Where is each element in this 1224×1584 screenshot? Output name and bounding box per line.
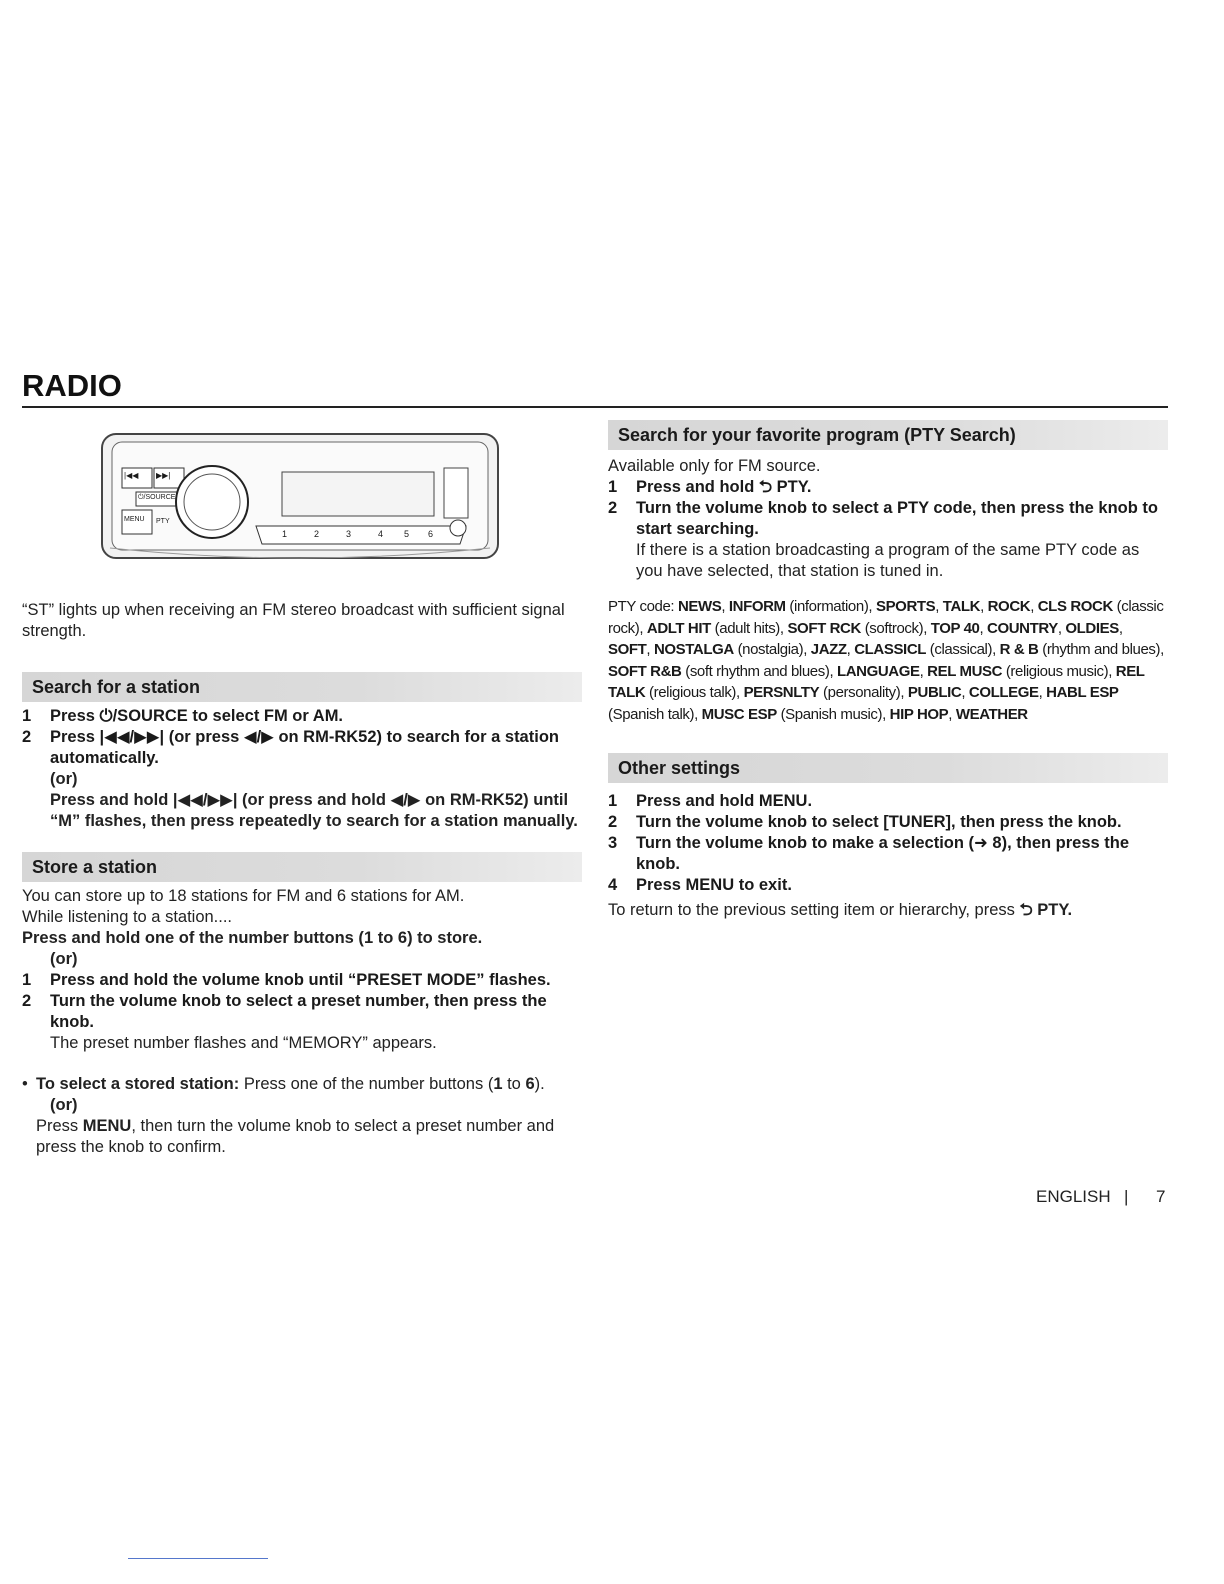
pty-code-item: CLS ROCK (classic rock), bbox=[608, 598, 1164, 637]
other-step-1 bbox=[608, 791, 1168, 812]
pty-code: ROCK bbox=[987, 598, 1031, 615]
next-track-button: ▶▶| bbox=[156, 471, 171, 480]
pty-code-item: SOFT, bbox=[608, 641, 654, 658]
pty-code-desc: (personality) bbox=[819, 684, 901, 701]
store-intro-1: You can store up to 18 stations for FM and 6 stations for AM. bbox=[22, 887, 465, 905]
step-number: 1 bbox=[22, 707, 32, 725]
store-step-2-note: The preset number flashes and “MEMORY” appears. bbox=[50, 1034, 437, 1052]
hold-post: ) to store. bbox=[407, 929, 483, 947]
pty-key: ⮌ PTY. bbox=[1019, 901, 1073, 919]
other-step-3 bbox=[608, 833, 1168, 875]
left-column bbox=[22, 420, 582, 1158]
pty-code-item: R & B (rhythm and blues), bbox=[999, 641, 1164, 658]
pty-code-item: OLDIES, bbox=[1065, 619, 1123, 637]
pty-availability: Available only for FM source. bbox=[608, 457, 821, 475]
menu-key: MENU bbox=[685, 876, 735, 894]
pty-code-desc: (softrock) bbox=[860, 619, 924, 637]
pty-code: LANGUAGE bbox=[836, 662, 920, 680]
hold-mid: to bbox=[373, 929, 398, 947]
store-step-2 bbox=[22, 991, 582, 1033]
title-rule bbox=[22, 406, 1168, 408]
or-text: (or) bbox=[50, 950, 78, 968]
step-text: Turn the volume knob to select a PTY code, then press the knob to start searching. bbox=[636, 499, 1158, 538]
pty-step-2-note: If there is a station broadcasting a program of the same PTY code as you have selected, that station is tuned in. bbox=[636, 541, 1140, 580]
store-hold-instruction bbox=[22, 928, 582, 949]
store-intro-2: While listening to a station.... bbox=[22, 908, 233, 926]
pty-code: COUNTRY bbox=[987, 619, 1058, 637]
pty-code-item: REL TALK (religious talk), bbox=[608, 662, 1145, 701]
pty-code-item: JAZZ, bbox=[810, 641, 855, 658]
pty-code-desc: (classical) bbox=[926, 641, 993, 658]
step-text bbox=[636, 791, 1168, 812]
step-text-post: to exit. bbox=[734, 876, 792, 894]
pty-code: PUBLIC bbox=[907, 684, 962, 701]
source-button: ⏻/SOURCE bbox=[138, 494, 176, 501]
step-text-post: to select FM or AM. bbox=[187, 707, 344, 725]
bullet-text-pre: Press one of the number buttons ( bbox=[239, 1075, 494, 1093]
step-text-pre: Press and hold bbox=[636, 792, 759, 810]
step-text-pre: Press bbox=[636, 876, 686, 894]
step-text-post: . bbox=[807, 792, 813, 810]
pty-search-heading: Search for your favorite program (PTY Search) bbox=[608, 420, 1168, 450]
pty-code: CLASSICL bbox=[854, 641, 927, 658]
step-number: 2 bbox=[22, 992, 32, 1010]
step-number: 1 bbox=[22, 971, 32, 989]
pty-code-item: SOFT R&B (soft rhythm and blues), bbox=[608, 662, 837, 680]
footer-separator: | bbox=[1124, 1187, 1129, 1206]
preset-1: 1 bbox=[282, 529, 288, 539]
pty-code-desc: (classic rock) bbox=[608, 598, 1164, 637]
pty-code-desc: (information) bbox=[785, 598, 869, 615]
pty-code-item: HIP HOP, bbox=[889, 705, 956, 723]
bullet-n2: 6 bbox=[525, 1075, 535, 1093]
pty-code: INFORM bbox=[728, 598, 786, 615]
bullet-or: (or) bbox=[50, 1096, 78, 1114]
right-column bbox=[608, 420, 1168, 921]
pty-code: REL TALK bbox=[608, 662, 1145, 701]
step-number: 1 bbox=[608, 792, 618, 810]
pty-code: REL MUSC bbox=[927, 662, 1003, 680]
pty-code-desc: (soft rhythm and blues) bbox=[681, 662, 830, 680]
preset-4: 4 bbox=[378, 529, 384, 539]
menu-button: MENU bbox=[124, 516, 145, 523]
search-step-1 bbox=[22, 706, 582, 727]
pty-code-item: ADLT HIT (adult hits), bbox=[646, 619, 788, 637]
pty-code-item: NOSTALGA (nostalgia), bbox=[653, 641, 811, 658]
pty-code-item: TOP 40, bbox=[930, 619, 988, 637]
pty-key: ⮌ PTY. bbox=[758, 478, 812, 496]
pty-code-item: SPORTS, bbox=[875, 598, 943, 615]
head-unit-illustration bbox=[100, 428, 500, 568]
pty-code-item: LANGUAGE, bbox=[836, 662, 928, 680]
pty-code-label: PTY code: bbox=[608, 598, 678, 615]
pty-code-item: HABL ESP (Spanish talk), bbox=[608, 684, 1119, 723]
hold-n1: 1 bbox=[363, 929, 374, 947]
page-title: RADIO bbox=[22, 368, 122, 403]
pty-code-item: INFORM (information), bbox=[728, 598, 876, 615]
step-number: 2 bbox=[22, 728, 32, 746]
pty-code: MUSC ESP bbox=[701, 705, 777, 723]
pty-code-desc: (Spanish music) bbox=[776, 705, 883, 723]
step-text: Turn the volume knob to select [TUNER], then press the knob. bbox=[636, 813, 1122, 831]
pty-code-item: ROCK, bbox=[987, 598, 1038, 615]
bottom-rule bbox=[128, 1558, 268, 1559]
step-text bbox=[636, 477, 1168, 498]
pty-code-desc: (Spanish talk) bbox=[608, 705, 695, 723]
pty-codes bbox=[608, 598, 1164, 723]
search-step-2-alt: Press and hold |◀◀/▶▶| (or press and hold ◀/▶ on RM-RK52) until “M” flashes, then press repeatedly to search for a station manually. bbox=[50, 791, 578, 830]
pty-code: NEWS bbox=[677, 598, 722, 615]
step-text: Press |◀◀/▶▶| (or press ◀/▶ on RM-RK52) to search for a station automatically. bbox=[50, 728, 559, 767]
preset-3: 3 bbox=[346, 529, 352, 539]
search-step-2 bbox=[22, 727, 582, 769]
step-text bbox=[636, 875, 1168, 896]
pty-step-1 bbox=[608, 477, 1168, 498]
pty-code-item: NEWS, bbox=[677, 598, 729, 615]
stored-station-bullet bbox=[22, 1074, 582, 1158]
step-text-pre: Press bbox=[50, 707, 100, 725]
menu-key: MENU bbox=[82, 1117, 132, 1135]
bullet-mid: to bbox=[502, 1075, 526, 1093]
source-key: ⏻/SOURCE bbox=[99, 707, 188, 725]
bullet-text-post: ). bbox=[534, 1075, 545, 1093]
pty-code: WEATHER bbox=[955, 705, 1028, 723]
pty-code-item: CLASSICL (classical), bbox=[854, 641, 1000, 658]
pty-code-item: TALK, bbox=[942, 598, 988, 615]
pty-code-desc: (religious talk) bbox=[645, 684, 737, 701]
pty-code: R & B bbox=[999, 641, 1039, 658]
store-station-heading: Store a station bbox=[22, 852, 582, 882]
preset-6: 6 bbox=[428, 529, 434, 539]
step-number: 2 bbox=[608, 813, 618, 831]
bullet-alt-post: , then turn the volume knob to select a preset number and press the knob to confirm. bbox=[36, 1117, 555, 1156]
prev-track-button: |◀◀ bbox=[124, 471, 139, 480]
pty-button: PTY bbox=[156, 518, 170, 525]
pty-code: SOFT bbox=[608, 641, 647, 658]
store-step-1 bbox=[22, 970, 582, 991]
pty-code-item: COUNTRY, bbox=[987, 619, 1066, 637]
step-text: Turn the volume knob to make a selection (➜ 8), then press the knob. bbox=[636, 834, 1130, 873]
return-note-pre: To return to the previous setting item or hierarchy, press bbox=[608, 901, 1020, 919]
pty-code: HABL ESP bbox=[1046, 684, 1119, 701]
pty-code-item: PERSNLTY (personality), bbox=[743, 684, 908, 701]
step-number: 3 bbox=[608, 834, 618, 852]
step-number: 2 bbox=[608, 499, 618, 517]
pty-code-desc: (nostalgia) bbox=[733, 641, 804, 658]
pty-code-item: MUSC ESP (Spanish music), bbox=[701, 705, 890, 723]
preset-5: 5 bbox=[404, 529, 410, 539]
pty-code-item: REL MUSC (religious music), bbox=[927, 662, 1116, 680]
st-note: “ST” lights up when receiving an FM stereo broadcast with sufficient signal strength. bbox=[22, 601, 565, 640]
pty-code: ADLT HIT bbox=[646, 619, 711, 637]
bullet-alt-pre: Press bbox=[36, 1117, 83, 1135]
hold-n2: 6 bbox=[397, 929, 408, 947]
pty-code-item: SOFT RCK (softrock), bbox=[787, 619, 931, 637]
other-step-4 bbox=[608, 875, 1168, 896]
pty-code-item bbox=[956, 706, 1028, 723]
step-text-pre: Press and hold bbox=[636, 478, 759, 496]
step-number: 1 bbox=[608, 478, 618, 496]
pty-code-item: PUBLIC, bbox=[907, 684, 969, 701]
step-number: 4 bbox=[608, 876, 618, 894]
pty-code: SPORTS bbox=[875, 598, 936, 615]
menu-key: MENU bbox=[758, 792, 808, 810]
pty-code-item: COLLEGE, bbox=[968, 684, 1047, 701]
other-settings-heading: Other settings bbox=[608, 753, 1168, 783]
bullet-n1: 1 bbox=[493, 1075, 503, 1093]
step-text: Turn the volume knob to select a preset number, then press the knob. bbox=[50, 992, 547, 1031]
pty-code: NOSTALGA bbox=[653, 641, 734, 658]
pty-code: SOFT RCK bbox=[787, 619, 861, 637]
pty-code: SOFT R&B bbox=[608, 662, 682, 680]
pty-code: JAZZ bbox=[810, 641, 847, 658]
pty-code-desc: (religious music) bbox=[1002, 662, 1109, 680]
return-note bbox=[608, 900, 1168, 921]
bullet-label: To select a stored station: bbox=[36, 1075, 240, 1093]
pty-code-desc: (rhythm and blues) bbox=[1038, 641, 1161, 658]
or-text: (or) bbox=[50, 770, 78, 788]
pty-code: OLDIES bbox=[1065, 619, 1119, 637]
pty-code: CLS ROCK bbox=[1037, 598, 1113, 615]
preset-2: 2 bbox=[314, 529, 320, 539]
page-number: 7 bbox=[1156, 1187, 1166, 1206]
pty-code-list bbox=[608, 596, 1168, 725]
bullet-mark: • bbox=[22, 1075, 28, 1093]
step-text bbox=[50, 706, 582, 727]
other-step-2 bbox=[608, 812, 1168, 833]
step-text: Press and hold the volume knob until “PRESET MODE” flashes. bbox=[50, 971, 551, 989]
pty-code-desc: (adult hits) bbox=[710, 619, 780, 637]
pty-step-2 bbox=[608, 498, 1168, 540]
pty-code: COLLEGE bbox=[968, 684, 1039, 701]
pty-code: TOP 40 bbox=[930, 619, 980, 637]
pty-code: HIP HOP bbox=[889, 705, 949, 723]
pty-code: PERSNLTY bbox=[743, 684, 820, 701]
footer-language: ENGLISH bbox=[1036, 1187, 1111, 1206]
search-station-heading: Search for a station bbox=[22, 672, 582, 702]
pty-code: TALK bbox=[942, 598, 981, 615]
hold-pre: Press and hold one of the number buttons ( bbox=[22, 929, 364, 947]
